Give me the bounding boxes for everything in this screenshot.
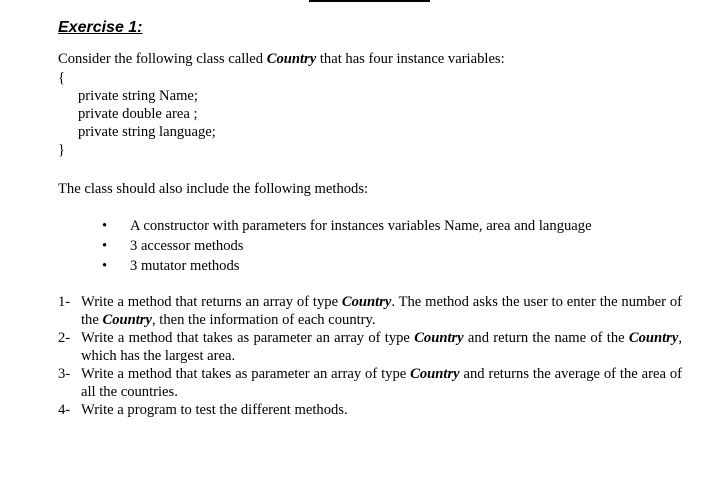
task-item-2 [58, 329, 682, 365]
bullet-mutator: • 3 mutator methods [102, 256, 682, 276]
class-name: Country [410, 366, 460, 382]
task-text: and returns the average of the area of all the countries. [81, 366, 682, 400]
code-line-name: private string Name; [78, 88, 198, 104]
intro-text-before: Consider the following class called [58, 51, 267, 67]
class-name: Country [628, 330, 679, 346]
task-number: 4- [58, 402, 71, 418]
task-list [58, 293, 682, 419]
code-line-language: private string language; [78, 124, 216, 140]
class-name: Country [102, 312, 152, 328]
methods-intro: The class should also include the following methods: [58, 181, 369, 197]
header-rule [309, 0, 430, 2]
code-open-brace: { [58, 70, 66, 86]
task-item-4 [58, 401, 682, 419]
methods-bullet-list [58, 216, 682, 276]
code-line-area: private double area ; [78, 106, 198, 122]
class-name: Country [414, 330, 464, 346]
exercise-heading: Exercise 1: [58, 19, 143, 36]
intro-text-after: that has four instance variables: [316, 51, 505, 67]
task-text: . The method asks the user to enter the number of the [81, 294, 682, 328]
bullet-constructor: • A constructor with parameters for instances variables Name, area and language [102, 216, 682, 236]
class-code-block [58, 69, 682, 159]
task-item-1 [58, 293, 682, 329]
task-text: Write a method that takes as parameter an array of type [81, 366, 411, 382]
task-text: Write a method that takes as parameter an array of type [81, 330, 415, 346]
task-text: and return the name of the [463, 330, 629, 346]
exercise-document [58, 17, 682, 419]
task-number: 3- [58, 366, 71, 382]
task-text: Write a method that returns an array of type [81, 294, 342, 310]
task-number: 2- [58, 330, 71, 346]
code-close-brace: } [58, 142, 66, 158]
bullet-accessor: • 3 accessor methods [102, 236, 682, 256]
task-text: , which has the largest area. [81, 330, 682, 364]
task-number: 1- [58, 294, 71, 310]
task-item-3 [58, 365, 682, 401]
intro-paragraph [58, 50, 682, 68]
task-text: , then the information of each country. [151, 312, 376, 328]
class-name: Country [341, 294, 392, 310]
task-text: Write a program to test the different methods. [81, 402, 348, 418]
class-name: Country [266, 51, 317, 67]
